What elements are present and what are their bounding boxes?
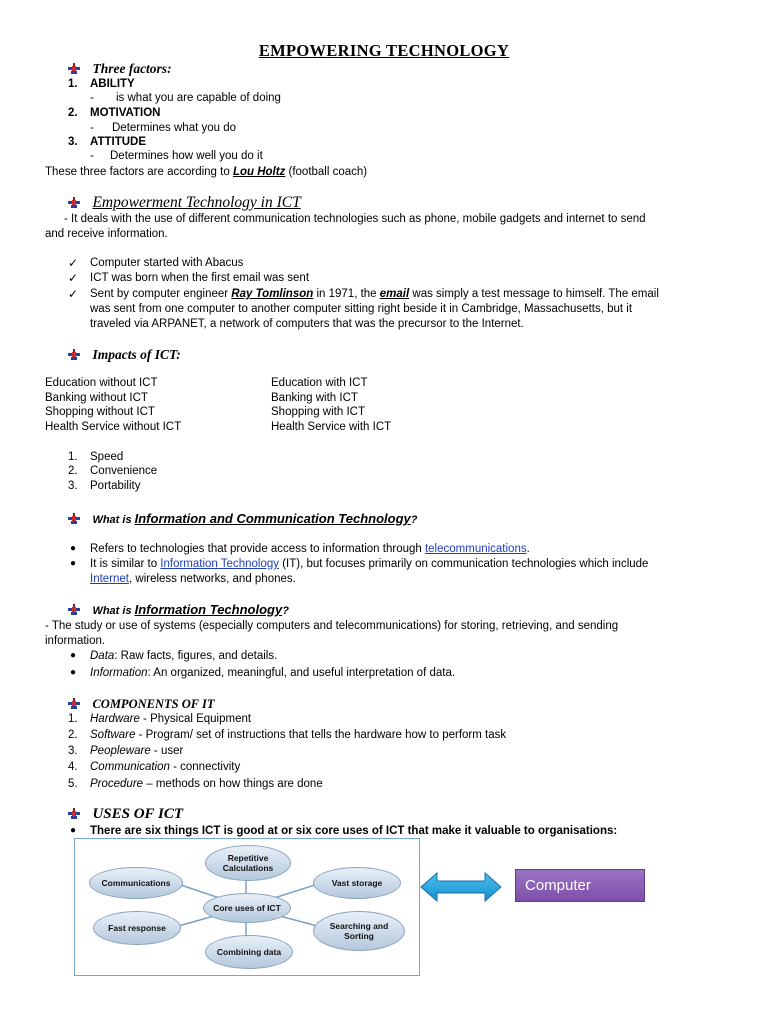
impact-with-2: Banking with ICT (271, 392, 358, 404)
check-item-1: Computer started with Abacus (90, 257, 244, 269)
impact-with-3: Shopping with ICT (271, 406, 365, 418)
impact-list-1-num: 1. (68, 451, 78, 463)
impact-without-1: Education without ICT (45, 377, 158, 389)
ict-term: Information and Communication Technology (134, 511, 411, 526)
factors-attribution: These three factors are according to Lou Holtz (football coach) (45, 166, 368, 178)
node-communications: Communications (89, 867, 183, 899)
bullet-dot-icon: ● (70, 825, 77, 836)
empowerment-para-line1: - It deals with the use of different communication technologies such as phone, mobile gadgets and internet to send (64, 213, 646, 225)
what-is-it-heading: What is Information Technology? (68, 601, 289, 619)
pushpin-bullet-icon (68, 513, 80, 525)
it-para-line1: - The study or use of systems (especially computers and telecommunications) for storing, retrieving, and sending (45, 620, 619, 632)
impact-list-2-num: 2. (68, 465, 78, 477)
uses-bullet: There are six things ICT is good at or six core uses of ICT that make it valuable to organisations: (90, 825, 618, 837)
double-arrow-icon (420, 870, 502, 904)
bullet-dot-icon: ● (70, 558, 77, 569)
impact-list-1: Speed (90, 451, 124, 463)
checkmark-icon: ✓ (68, 287, 79, 301)
impact-list-3-num: 3. (68, 480, 78, 492)
it-para-line2: information. (45, 635, 106, 647)
components-title: COMPONENTS OF IT (92, 697, 215, 711)
impact-without-2: Banking without ICT (45, 392, 148, 404)
component-5-num: 5. (68, 778, 78, 790)
uses-heading (68, 805, 183, 823)
ict-bullet-2-line2: Internet, wireless networks, and phones. (90, 573, 296, 585)
information-technology-link[interactable]: Information Technology (160, 558, 279, 570)
pushpin-bullet-icon (68, 604, 80, 616)
pushpin-bullet-icon (68, 197, 80, 209)
empowerment-para-line2: and receive information. (45, 228, 168, 240)
what-is-ict-heading: What is Information and Communication Technology? (68, 510, 418, 528)
factor-1-num: 1. (68, 78, 78, 90)
impacts-heading (68, 346, 181, 364)
components-heading (68, 695, 214, 713)
factor-3-dash: - (90, 150, 94, 162)
ict-bullet-2: It is similar to Information Technology (IT), but focuses primarily on communication technologies which include (90, 558, 649, 570)
component-3-num: 3. (68, 745, 78, 757)
pushpin-bullet-icon (68, 63, 80, 75)
it-term: Information Technology (134, 602, 283, 617)
check-item-2: ICT was born when the first email was sent (90, 272, 310, 284)
factor-3-desc: Determines how well you do it (110, 150, 263, 162)
telecommunications-link[interactable]: telecommunications (424, 543, 527, 555)
pushpin-bullet-icon (68, 349, 80, 361)
factor-1-desc: is what you are capable of doing (116, 92, 281, 104)
component-4: Communication - connectivity (90, 761, 241, 773)
component-4-num: 4. (68, 761, 78, 773)
node-vast-storage: Vast storage (313, 867, 401, 899)
pushpin-bullet-icon (68, 808, 80, 820)
three-factors-heading (68, 60, 172, 78)
three-factors-title: Three factors: (92, 61, 172, 76)
component-2-num: 2. (68, 729, 78, 741)
node-searching-sorting: Searching and Sorting (313, 911, 405, 951)
impact-list-2: Convenience (90, 465, 158, 477)
ict-bullet-1: Refers to technologies that provide access to information through telecommunications. (90, 543, 530, 555)
page-title: EMPOWERING TECHNOLOGY (258, 41, 510, 60)
factor-3-name: ATTITUDE (90, 136, 147, 148)
node-combining-data: Combining data (205, 935, 293, 969)
core-uses-diagram (74, 838, 420, 976)
factor-1-name: ABILITY (90, 78, 135, 90)
uses-title: USES OF ICT (92, 806, 184, 822)
ray-tomlinson-name: Ray Tomlinson (231, 288, 314, 300)
impact-list-3: Portability (90, 480, 141, 492)
bullet-dot-icon: ● (70, 667, 77, 678)
check-item-3-line2: was sent from one computer to another computer sitting right beside it in Cambridge, Massachusetts, but it (90, 303, 633, 315)
pushpin-bullet-icon (68, 698, 80, 710)
internet-link[interactable]: Internet (90, 573, 129, 585)
component-3: Peopleware - user (90, 745, 184, 757)
bullet-dot-icon: ● (70, 543, 77, 554)
impacts-title: Impacts of ICT: (92, 347, 181, 362)
node-repetitive-calculations: Repetitive Calculations (205, 845, 291, 881)
empowerment-heading (68, 194, 301, 212)
impact-with-1: Education with ICT (271, 377, 368, 389)
bullet-dot-icon: ● (70, 650, 77, 661)
computer-box: Computer (515, 869, 645, 902)
factor-2-desc: Determines what you do (112, 122, 237, 134)
component-2: Software - Program/ set of instructions that tells the hardware how to perform task (90, 729, 507, 741)
impact-without-4: Health Service without ICT (45, 421, 182, 433)
component-1-num: 1. (68, 713, 78, 725)
component-1: Hardware - Physical Equipment (90, 713, 252, 725)
email-term: email (379, 288, 410, 300)
it-bullet-data: Data: Raw facts, figures, and details. (90, 650, 278, 662)
checkmark-icon: ✓ (68, 256, 79, 270)
checkmark-icon: ✓ (68, 271, 79, 285)
impact-without-3: Shopping without ICT (45, 406, 155, 418)
factor-2-name: MOTIVATION (90, 107, 161, 119)
component-5: Procedure – methods on how things are done (90, 778, 323, 790)
check-item-3-line1: Sent by computer engineer Ray Tomlinson in 1971, the email was simply a test message to himself. The email (90, 288, 659, 300)
factor-1-dash: - (90, 92, 94, 104)
node-core-uses: Core uses of ICT (203, 893, 291, 923)
impact-with-4: Health Service with ICT (271, 421, 392, 433)
factor-2-num: 2. (68, 107, 78, 119)
node-fast-response: Fast response (93, 911, 181, 945)
lou-holtz-name: Lou Holtz (232, 166, 286, 178)
it-bullet-information: Information: An organized, meaningful, and useful interpretation of data. (90, 667, 456, 679)
empowerment-title: Empowerment Technology in ICT (92, 194, 301, 211)
check-item-3-line3: traveled via ARPANET, a network of computers that was the precursor to the Internet. (90, 318, 524, 330)
factor-2-dash: - (90, 122, 94, 134)
factor-3-num: 3. (68, 136, 78, 148)
